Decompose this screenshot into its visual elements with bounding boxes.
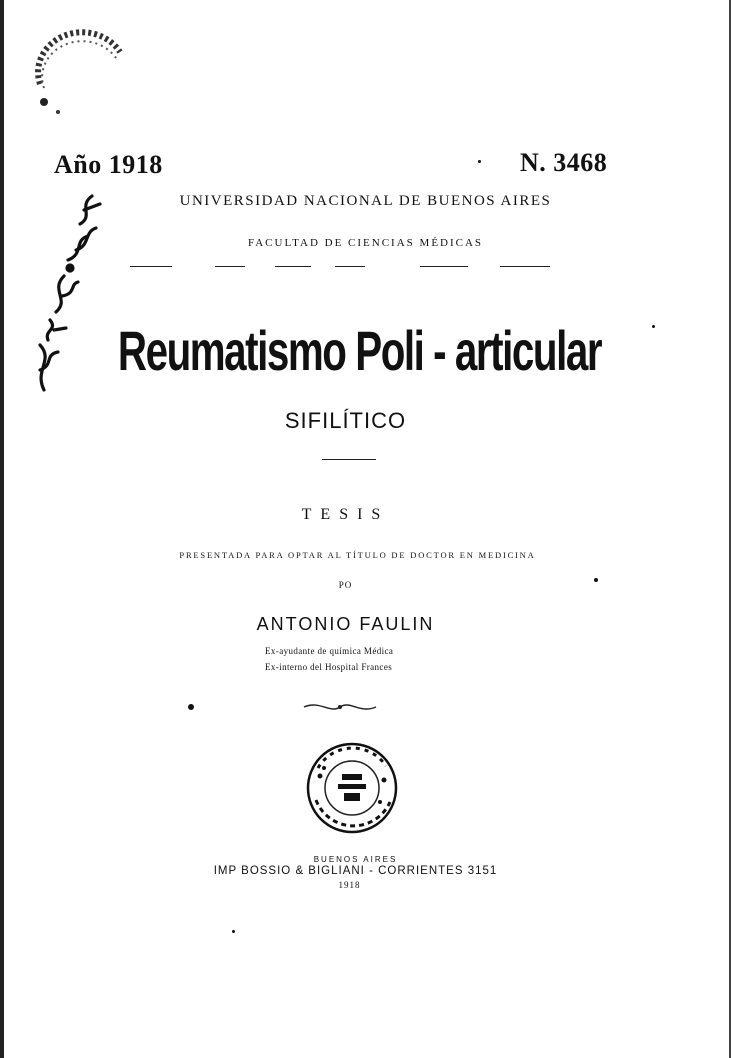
scan-speck: [594, 578, 598, 582]
scan-left-edge: [0, 0, 4, 1058]
handwritten-shelf-mark: [14, 180, 104, 400]
separator-rule: [335, 266, 365, 267]
separator-rule: [420, 266, 468, 267]
imprint-year: 1918: [338, 880, 361, 890]
ornament-flourish: [300, 700, 380, 714]
scan-speck: [478, 160, 481, 163]
author-role: Ex-ayudante de química Médica: [265, 646, 394, 656]
author-role: Ex-interno del Hospital Frances: [265, 662, 393, 672]
author-name: ANTONIO FAULIN: [256, 614, 435, 634]
year-label: Año 1918: [54, 150, 163, 179]
library-stamp-top: [22, 24, 132, 124]
thesis-title: Reumatismo Poli - articular: [117, 319, 602, 382]
thesis-subtitle: SIFILÍTICO: [284, 408, 407, 433]
separator-rule: [215, 266, 245, 267]
faculty-seal-stamp: [300, 738, 405, 838]
scan-speck: [232, 930, 235, 933]
imprint-printer: IMP BOSSIO & BIGLIANI - CORRIENTES 3151: [213, 865, 498, 877]
scan-speck: [188, 704, 194, 710]
scan-speck: [652, 325, 655, 328]
ornament-rule: [322, 459, 376, 460]
document-number: N. 3468: [520, 148, 608, 177]
separator-rule: [130, 266, 172, 267]
separator-rule: [500, 266, 550, 267]
faculty-name: FACULTAD DE CIENCIAS MÉDICAS: [247, 237, 484, 249]
tesis-label: TESIS: [301, 506, 390, 523]
por-label: PO: [338, 580, 353, 590]
separator-rule: [275, 266, 311, 267]
presentation-line: PRESENTADA PARA OPTAR AL TÍTULO DE DOCTOR EN MEDICINA: [179, 550, 536, 560]
university-name: UNIVERSIDAD NACIONAL DE BUENOS AIRES: [179, 193, 552, 209]
imprint-city: BUENOS AIRES: [313, 855, 398, 864]
